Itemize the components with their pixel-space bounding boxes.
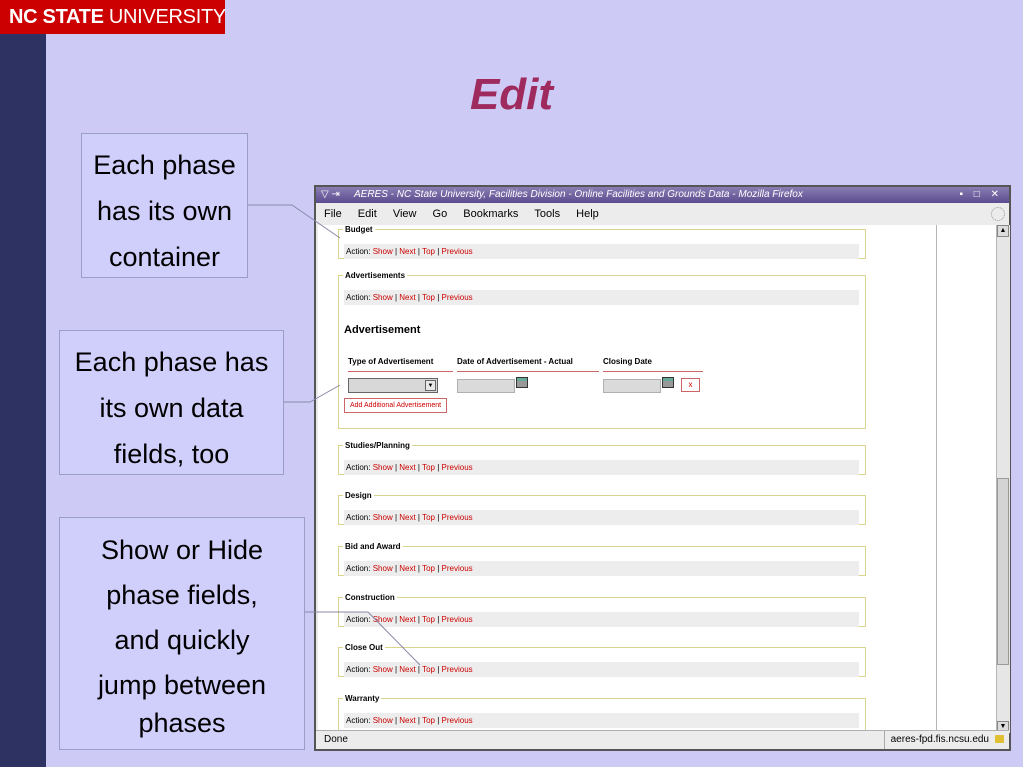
advertisement-heading: Advertisement [344,324,421,336]
phase-construction: Construction Action: Show | Next | Top | Previous [338,593,866,627]
phase-design: Design Action: Show | Next | Top | Previous [338,491,866,525]
action-top[interactable]: Top [422,293,435,302]
action-show[interactable]: Show [372,716,393,725]
action-row: Action: Show | Next | Top | Previous [344,662,859,677]
phase-close-out: Close Out Action: Show | Next | Top | Previous [338,643,866,677]
action-show[interactable]: Show [372,293,393,302]
phase-advertisements: Advertisements Action: Show | Next | Top | Previous Advertisement Type of Advertisement Date of Advertisement - Actual Closing Date ▼ x Add Additional Advertisement [338,271,866,429]
phase-studies-planning: Studies/Planning Action: Show | Next | Top | Previous [338,441,866,475]
action-row: Action: Show | Next | Top | Previous [344,510,859,525]
action-row: Action: Show | Next | Top | Previous [344,244,859,259]
action-show[interactable]: Show [372,665,393,674]
scroll-down-icon[interactable]: ▼ [997,721,1009,733]
action-top[interactable]: Top [422,564,435,573]
scroll-up-icon[interactable]: ▲ [997,225,1009,237]
col-type: Type of Advertisement [348,357,434,366]
callout-data-fields: Each phase has its own data fields, too [59,330,284,475]
chevron-down-icon[interactable]: ▼ [425,380,436,391]
menu-bookmarks[interactable]: Bookmarks [463,208,519,220]
action-previous[interactable]: Previous [441,564,473,573]
phase-budget: Budget Action: Show | Next | Top | Previous [338,225,866,259]
add-advertisement-button[interactable]: Add Additional Advertisement [344,398,447,413]
action-previous[interactable]: Previous [441,615,473,624]
action-row: Action: Show | Next | Top | Previous [344,612,859,627]
col-date-actual: Date of Advertisement - Actual [457,357,573,366]
action-top[interactable]: Top [422,665,435,674]
menu-edit[interactable]: Edit [357,208,377,220]
menu-go[interactable]: Go [432,208,448,220]
window-menu-icon[interactable]: ▽ ⇥ [321,189,340,200]
menu-file[interactable]: File [324,208,342,220]
connector-line [284,385,340,402]
action-next[interactable]: Next [399,665,416,674]
callout-show-hide: Show or Hide phase fields, and quickly jump between phases [59,517,305,750]
action-row: Action: Show | Next | Top | Previous [344,561,859,576]
connector-line [248,205,340,238]
action-show[interactable]: Show [372,463,393,472]
status-text: Done [324,734,348,745]
action-previous[interactable]: Previous [441,716,473,725]
col-closing-date: Closing Date [603,357,652,366]
action-previous[interactable]: Previous [441,463,473,472]
action-next[interactable]: Next [399,463,416,472]
ncsu-logo: NC STATE UNIVERSITY [0,0,225,34]
action-previous[interactable]: Previous [441,293,473,302]
window-title: AERES - NC State University, Facilities Division - Online Facilities and Grounds Data - Mozilla Firefox [354,189,803,200]
action-next[interactable]: Next [399,293,416,302]
action-top[interactable]: Top [422,615,435,624]
action-next[interactable]: Next [399,716,416,725]
slide-title: Edit [469,70,554,119]
callout-container: Each phase has its own container [81,133,248,278]
action-top[interactable]: Top [422,463,435,472]
action-row: Action: Show | Next | Top | Previous [344,713,859,728]
action-next[interactable]: Next [399,247,416,256]
delete-advertisement-button[interactable]: x [681,378,700,392]
menu-view[interactable]: View [392,208,417,220]
action-row: Action: Show | Next | Top | Previous [344,460,859,475]
action-top[interactable]: Top [422,513,435,522]
action-show[interactable]: Show [372,247,393,256]
action-next[interactable]: Next [399,513,416,522]
window-controls[interactable]: ▪ □ ✕ [959,189,1003,200]
status-host: aeres-fpd.fis.ncsu.edu [884,731,989,749]
connector-line [305,612,420,665]
action-previous[interactable]: Previous [441,513,473,522]
menu-help[interactable]: Help [576,208,599,220]
action-next[interactable]: Next [399,615,416,624]
action-next[interactable]: Next [399,564,416,573]
action-top[interactable]: Top [422,716,435,725]
action-show[interactable]: Show [372,564,393,573]
action-row: Action: Show | Next | Top | Previous [344,290,859,305]
action-top[interactable]: Top [422,247,435,256]
phase-bid-award: Bid and Award Action: Show | Next | Top | Previous [338,542,866,576]
action-show[interactable]: Show [372,513,393,522]
menu-tools[interactable]: Tools [534,208,561,220]
action-show[interactable]: Show [372,615,393,624]
action-previous[interactable]: Previous [441,665,473,674]
action-previous[interactable]: Previous [441,247,473,256]
phase-warranty: Warranty Action: Show | Next | Top | Previous [338,694,866,733]
